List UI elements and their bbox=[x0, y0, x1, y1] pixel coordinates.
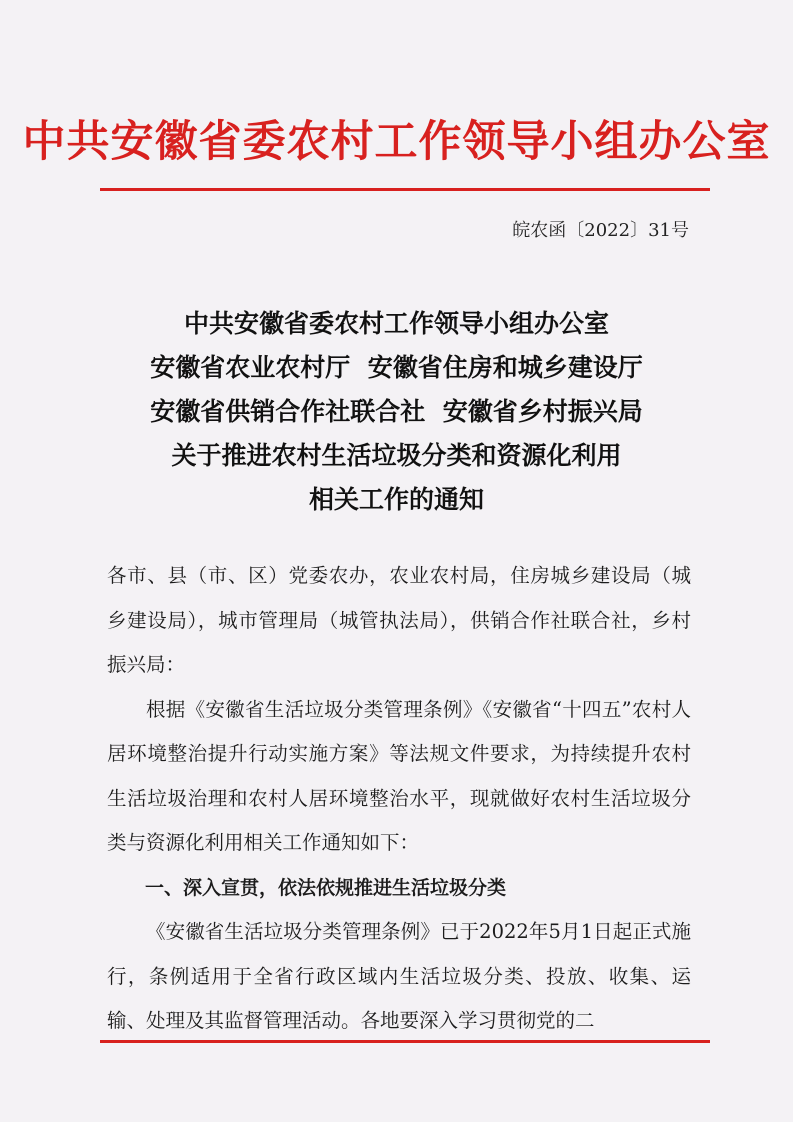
document-number: 皖农函〔2022〕31号 bbox=[512, 220, 689, 241]
issuing-organization-header: 中共安徽省委农村工作领导小组办公室 bbox=[22, 117, 771, 167]
title-line: 关于推进农村生活垃圾分类和资源化利用 bbox=[171, 441, 622, 470]
header-divider-line bbox=[100, 188, 710, 191]
document-title bbox=[0, 302, 793, 522]
title-line: 安徽省供销合作社联合社 安徽省乡村振兴局 bbox=[150, 397, 643, 426]
footer-divider-line bbox=[100, 1040, 710, 1043]
section-paragraph: 《安徽省生活垃圾分类管理条例》已于2022年5月1日起正式施行，条例适用于全省行政区域内生活垃圾分类、投放、收集、运输、处理及其监督管理活动。各地要深入学习贯彻党的二 bbox=[107, 920, 691, 1032]
intro-paragraph: 根据《安徽省生活垃圾分类管理条例》《安徽省“十四五”农村人居环境整治提升行动实施方案》等法规文件要求，为持续提升农村生活垃圾治理和农村人居环境整治水平，现就做好农村生活垃圾分类与资源化利用相关工作通知如下： bbox=[107, 697, 691, 854]
section-heading: 一、深入宣贯，依法依规推进生活垃圾分类 bbox=[145, 876, 507, 899]
title-line: 安徽省农业农村厅 安徽省住房和城乡建设厅 bbox=[150, 353, 643, 382]
document-body bbox=[107, 554, 691, 1044]
salutation: 各市、县（市、区）党委农办，农业农村局，住房城乡建设局（城乡建设局），城市管理局（城管执法局），供销合作社联合社，乡村振兴局： bbox=[107, 564, 691, 676]
title-line: 中共安徽省委农村工作领导小组办公室 bbox=[183, 309, 609, 338]
title-line: 相关工作的通知 bbox=[308, 485, 484, 514]
